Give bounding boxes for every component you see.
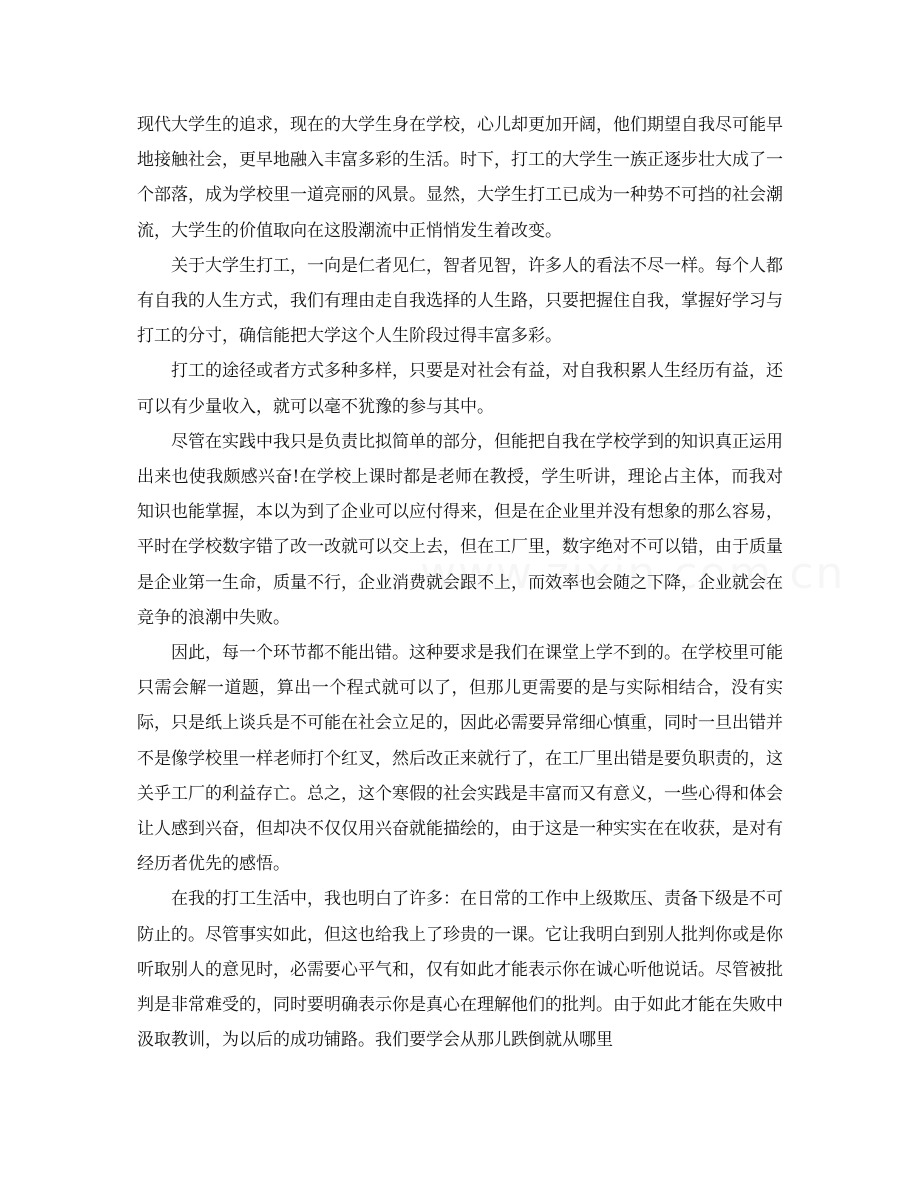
paragraph-3: 打工的途径或者方式多种多样，只要是对社会有益，对自我积累人生经历有益，还可以有少量收入，就可以毫不犹豫的参与其中。 [137, 361, 783, 417]
paragraph-4: 尽管在实践中我只是负责比拟简单的部分，但能把自我在学校学到的知识真正运用出来也使我颇感兴奋!在学校上课时都是老师在教授，学生听讲，理论占主体，而我对知识也能掌握，本以为到了企业可以应付得来，但是在企业里并没有想象的那么容易，平时在学校数字错了改一改就可以交上去，但在工厂里，数字绝对不可以错，由于质量是企业第一生命，质量不行，企业消费就会跟不上，而效率也会随之下降，企业就会在竞争的浪潮中失败。 [137, 431, 783, 628]
paragraph-2: 关于大学生打工，一向是仁者见仁，智者见智，许多人的看法不尽一样。每个人都有自我的人生方式，我们有理由走自我选择的人生路，只要把握住自我，掌握好学习与打工的分寸，确信能把大学这个人生阶段过得丰富多彩。 [137, 255, 783, 347]
document-body [137, 108, 783, 1058]
paragraph-6: 在我的打工生活中，我也明白了许多：在日常的工作中上级欺压、责备下级是不可防止的。尽管事实如此，但这也给我上了珍贵的一课。它让我明白到别人批判你或是你听取别人的意见时，必需要心平气和，仅有如此才能表示你在诚心听他说话。尽管被批判是非常难受的，同时要明确表示你是真心在理解他们的批判。由于如此才能在失败中汲取教训，为以后的成功铺路。我们要学会从那儿跌倒就从哪里 [137, 889, 783, 1051]
paragraph-1: 现代大学生的追求，现在的大学生身在学校，心儿却更加开阔，他们期望自我尽可能早地接触社会，更早地融入丰富多彩的生活。时下，打工的大学生一族正逐步壮大成了一个部落，成为学校里一道亮丽的风景。显然，大学生打工已成为一种势不可挡的社会潮流，大学生的价值取向在这股潮流中正悄悄发生着改变。 [137, 115, 783, 241]
paragraph-5: 因此，每一个环节都不能出错。这种要求是我们在课堂上学不到的。在学校里可能只需会解一道题，算出一个程式就可以了，但那儿更需要的是与实际相结合，没有实际，只是纸上谈兵是不可能在社会立足的，因此必需要异常细心慎重，同时一旦出错并不是像学校里一样老师打个红叉，然后改正来就行了，在工厂里出错是要负职责的，这关乎工厂的利益存亡。总之，这个寒假的社会实践是丰富而又有意义，一些心得和体会让人感到兴奋，但却决不仅仅用兴奋就能描绘的，由于这是一种实实在在收获，是对有经历者优先的感悟。 [137, 643, 783, 875]
